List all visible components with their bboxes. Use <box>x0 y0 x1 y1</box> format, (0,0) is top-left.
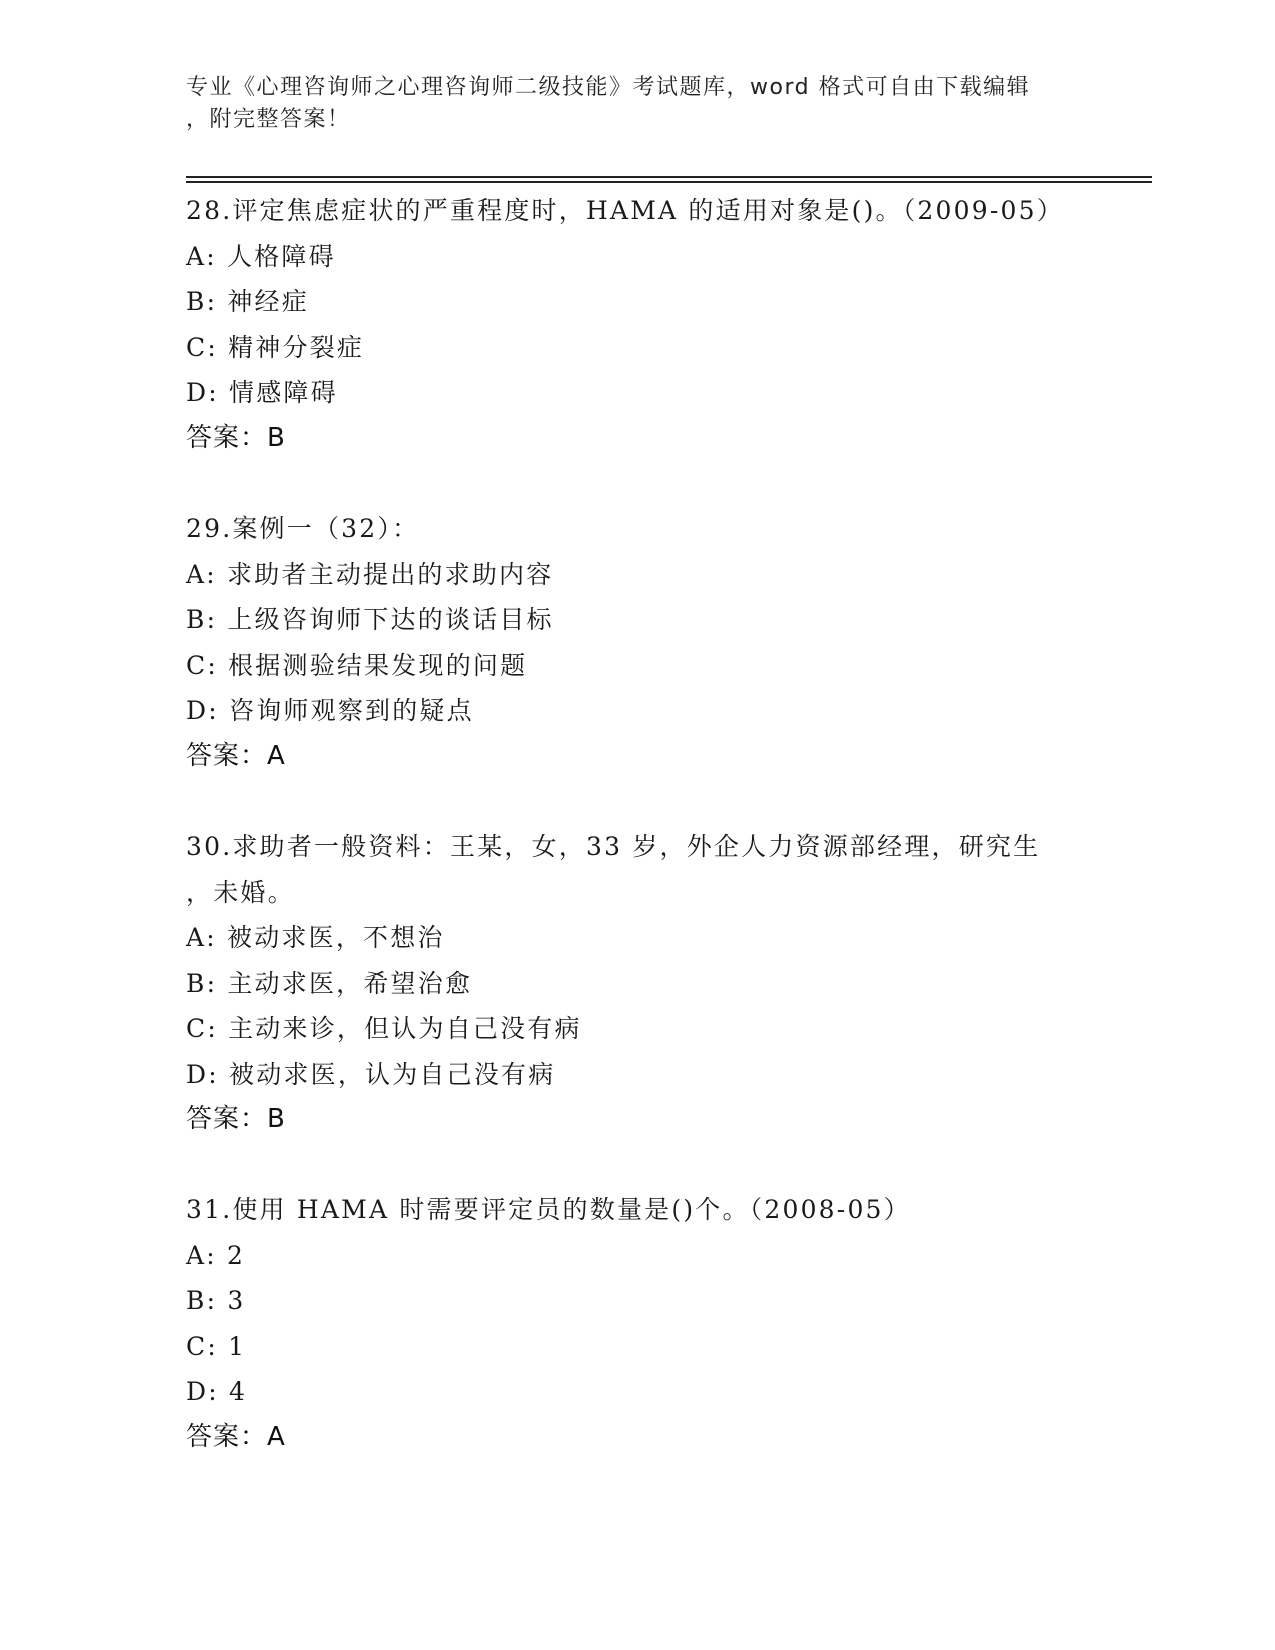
question-stem: 28.评定焦虑症状的严重程度时，HAMA 的适用对象是()。（2009-05） <box>186 196 1064 225</box>
option-c: C: 1 <box>186 1331 247 1361</box>
answer: 答案：A <box>186 1421 286 1452</box>
option-b: B: 上级咨询师下达的谈话目标 <box>186 605 554 634</box>
question-stem-continued: ，未婚。 <box>186 877 295 907</box>
option-b: B: 主动求医，希望治愈 <box>186 968 473 998</box>
answer: 答案：B <box>186 422 286 453</box>
option-d: D: 咨询师观察到的疑点 <box>186 696 474 725</box>
option-b: B: 3 <box>186 1286 246 1315</box>
option-a: A: 人格障碍 <box>186 241 336 271</box>
question-stem: 31.使用 HAMA 时需要评定员的数量是()个。（2008-05） <box>186 1195 911 1224</box>
question-28 <box>186 188 1086 461</box>
option-a: A: 求助者主动提出的求助内容 <box>186 559 554 589</box>
option-c: C: 精神分裂症 <box>186 332 365 362</box>
option-d: D: 情感障碍 <box>186 378 338 407</box>
header-line-2: ，附完整答案！ <box>186 107 351 132</box>
header-line-1: 专业《心理咨询师之心理咨询师二级技能》考试题库，word 格式可自由下载编辑 <box>186 75 1031 100</box>
option-c: C: 主动来诊，但认为自己没有病 <box>186 1014 582 1043</box>
option-a: A: 被动求医，不想治 <box>186 923 445 952</box>
option-d: D: 被动求医，认为自己没有病 <box>186 1059 556 1089</box>
option-d: D: 4 <box>186 1377 248 1406</box>
header-divider-top <box>186 176 1152 178</box>
answer: 答案：A <box>186 740 286 771</box>
question-31 <box>186 1187 1086 1460</box>
option-a: A: 2 <box>186 1240 246 1270</box>
question-stem: 30.求助者一般资料：王某，女，33 岁，外企人力资源部经理，研究生 <box>186 832 1041 861</box>
question-30 <box>186 824 1086 1143</box>
question-stem: 29.案例一（32）： <box>186 514 420 543</box>
header-divider-bottom <box>186 181 1152 183</box>
answer: 答案：B <box>186 1104 286 1134</box>
question-29 <box>186 506 1086 779</box>
option-b: B: 神经症 <box>186 287 309 316</box>
document-header <box>186 72 1066 136</box>
option-c: C: 根据测验结果发现的问题 <box>186 650 528 680</box>
